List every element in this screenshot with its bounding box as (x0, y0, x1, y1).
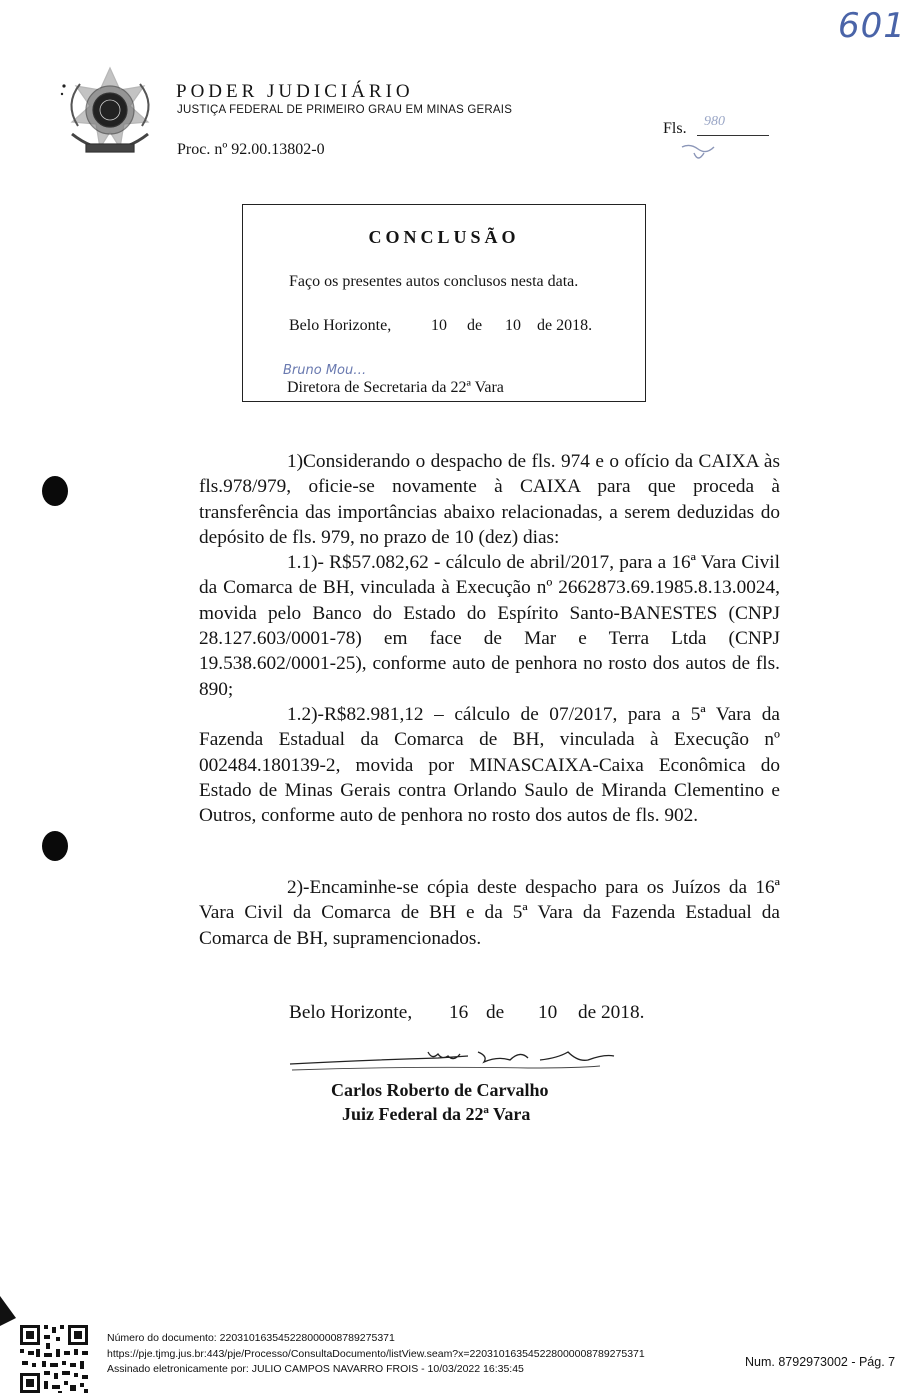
closing-year: de 2018. (578, 1002, 645, 1023)
paragraph-2: 2)-Encaminhe-se cópia deste despacho para os Juízos da 16ª Vara Civil da Comarca de BH e da 5ª Vara da Fazenda Estadual da Comarca de BH, supramencionados. (199, 877, 780, 949)
closing-month: 10 (538, 1002, 558, 1023)
judge-signature (288, 1046, 618, 1082)
footer-page-info: Num. 8792973002 - Pág. 7 (745, 1355, 896, 1369)
footer-info (107, 1331, 645, 1378)
page-corner-mark (0, 1296, 22, 1326)
fls-label: Fls. (663, 120, 687, 137)
conclusao-date-day: 10 (431, 317, 447, 334)
footer-doc-number: Número do documento: 22031016354522800000878927537​1 (107, 1332, 395, 1344)
paragraph-1: 1)Considerando o despacho de fls. 974 e o ofício da CAIXA às fls.978/979, oficie-se novamente à CAIXA para que proceda à transferência das importâncias abaixo relacionadas, a serem deduzidas do depósito de fls. 979, no prazo de 10 (dez) dias: (199, 451, 780, 548)
conclusao-date-month: 10 (505, 317, 521, 334)
org-title: PODER JUDICIÁRIO (176, 81, 414, 102)
process-number: Proc. nº 92.00.13802-0 (177, 141, 325, 158)
item-1-1: 1.1)- R$57.082,62 - cálculo de abril/2017, para a 16ª Vara Civil da Comarca de BH, vinculada à Execução nº 2662873.69.1985.8.13.0024, movida pelo Banco do Estado do Espírito Santo-BANESTES (CNPJ 28.127.603/0001-78) em face de Mar e Terra Ltda (CNPJ 19.538.602/0001-25), conforme auto de penhora no rosto dos autos de fls. 890; (199, 552, 780, 700)
conclusao-scribble: Bruno Mou… (283, 363, 367, 378)
handwritten-initial (680, 143, 720, 163)
paragraph-2-wrapper (199, 875, 780, 951)
item-1-2: 1.2)-R$82.981,12 – cálculo de 07/2017, para a 5ª Vara da Fazenda Estadual da Comarca de BH, vinculada à Execução nº 002484.180139-2, movida por MINASCAIXA-Caixa Econômica do Estado de Minas Gerais contra Orlando Saulo de Miranda Clementino e Outros, conforme auto de penhora no rosto dos autos de fls. 902. (199, 703, 780, 827)
conclusao-date (289, 317, 592, 335)
punch-hole-bottom (42, 831, 68, 861)
org-subtitle: JUSTIÇA FEDERAL DE PRIMEIRO GRAU EM MINAS GERAIS (177, 104, 513, 116)
fls-underline (697, 135, 769, 136)
closing-date (289, 1002, 644, 1024)
qr-code (18, 1323, 90, 1395)
judge-role: Juiz Federal da 22ª Vara (342, 1104, 531, 1124)
conclusao-text: Faço os presentes autos conclusos nesta data. (289, 273, 579, 290)
despacho-body (199, 449, 780, 828)
conclusao-date-city: Belo Horizonte, (289, 317, 392, 334)
conclusao-title: CONCLUSÃO (368, 227, 520, 247)
punch-hole-top (42, 476, 68, 506)
conclusao-signature-line: Diretora de Secretaria da 22ª Vara (287, 379, 504, 396)
conclusao-box (242, 204, 646, 402)
closing-day: 16 (449, 1002, 469, 1023)
conclusao-date-de: de (467, 317, 483, 334)
closing-city: Belo Horizonte, (289, 1002, 413, 1023)
footer-signed-by: Assinado eletronicamente por: JULIO CAMPOS NAVARRO FROIS - 10/03/2022 16:35:45 (107, 1363, 524, 1375)
footer-url[interactable]: https://pje.tjmg.jus.br:443/pje/Processo/ConsultaDocumento/listView.seam?x=22031016354522800000878927537​1 (107, 1347, 645, 1360)
conclusao-date-year: de 2018. (537, 317, 593, 334)
judge-name: Carlos Roberto de Carvalho (331, 1080, 549, 1100)
fls-value: 980 (704, 114, 725, 129)
page-stamp-number: 601 (838, 6, 906, 46)
closing-de: de (486, 1002, 505, 1023)
coat-of-arms-seal (58, 64, 162, 164)
